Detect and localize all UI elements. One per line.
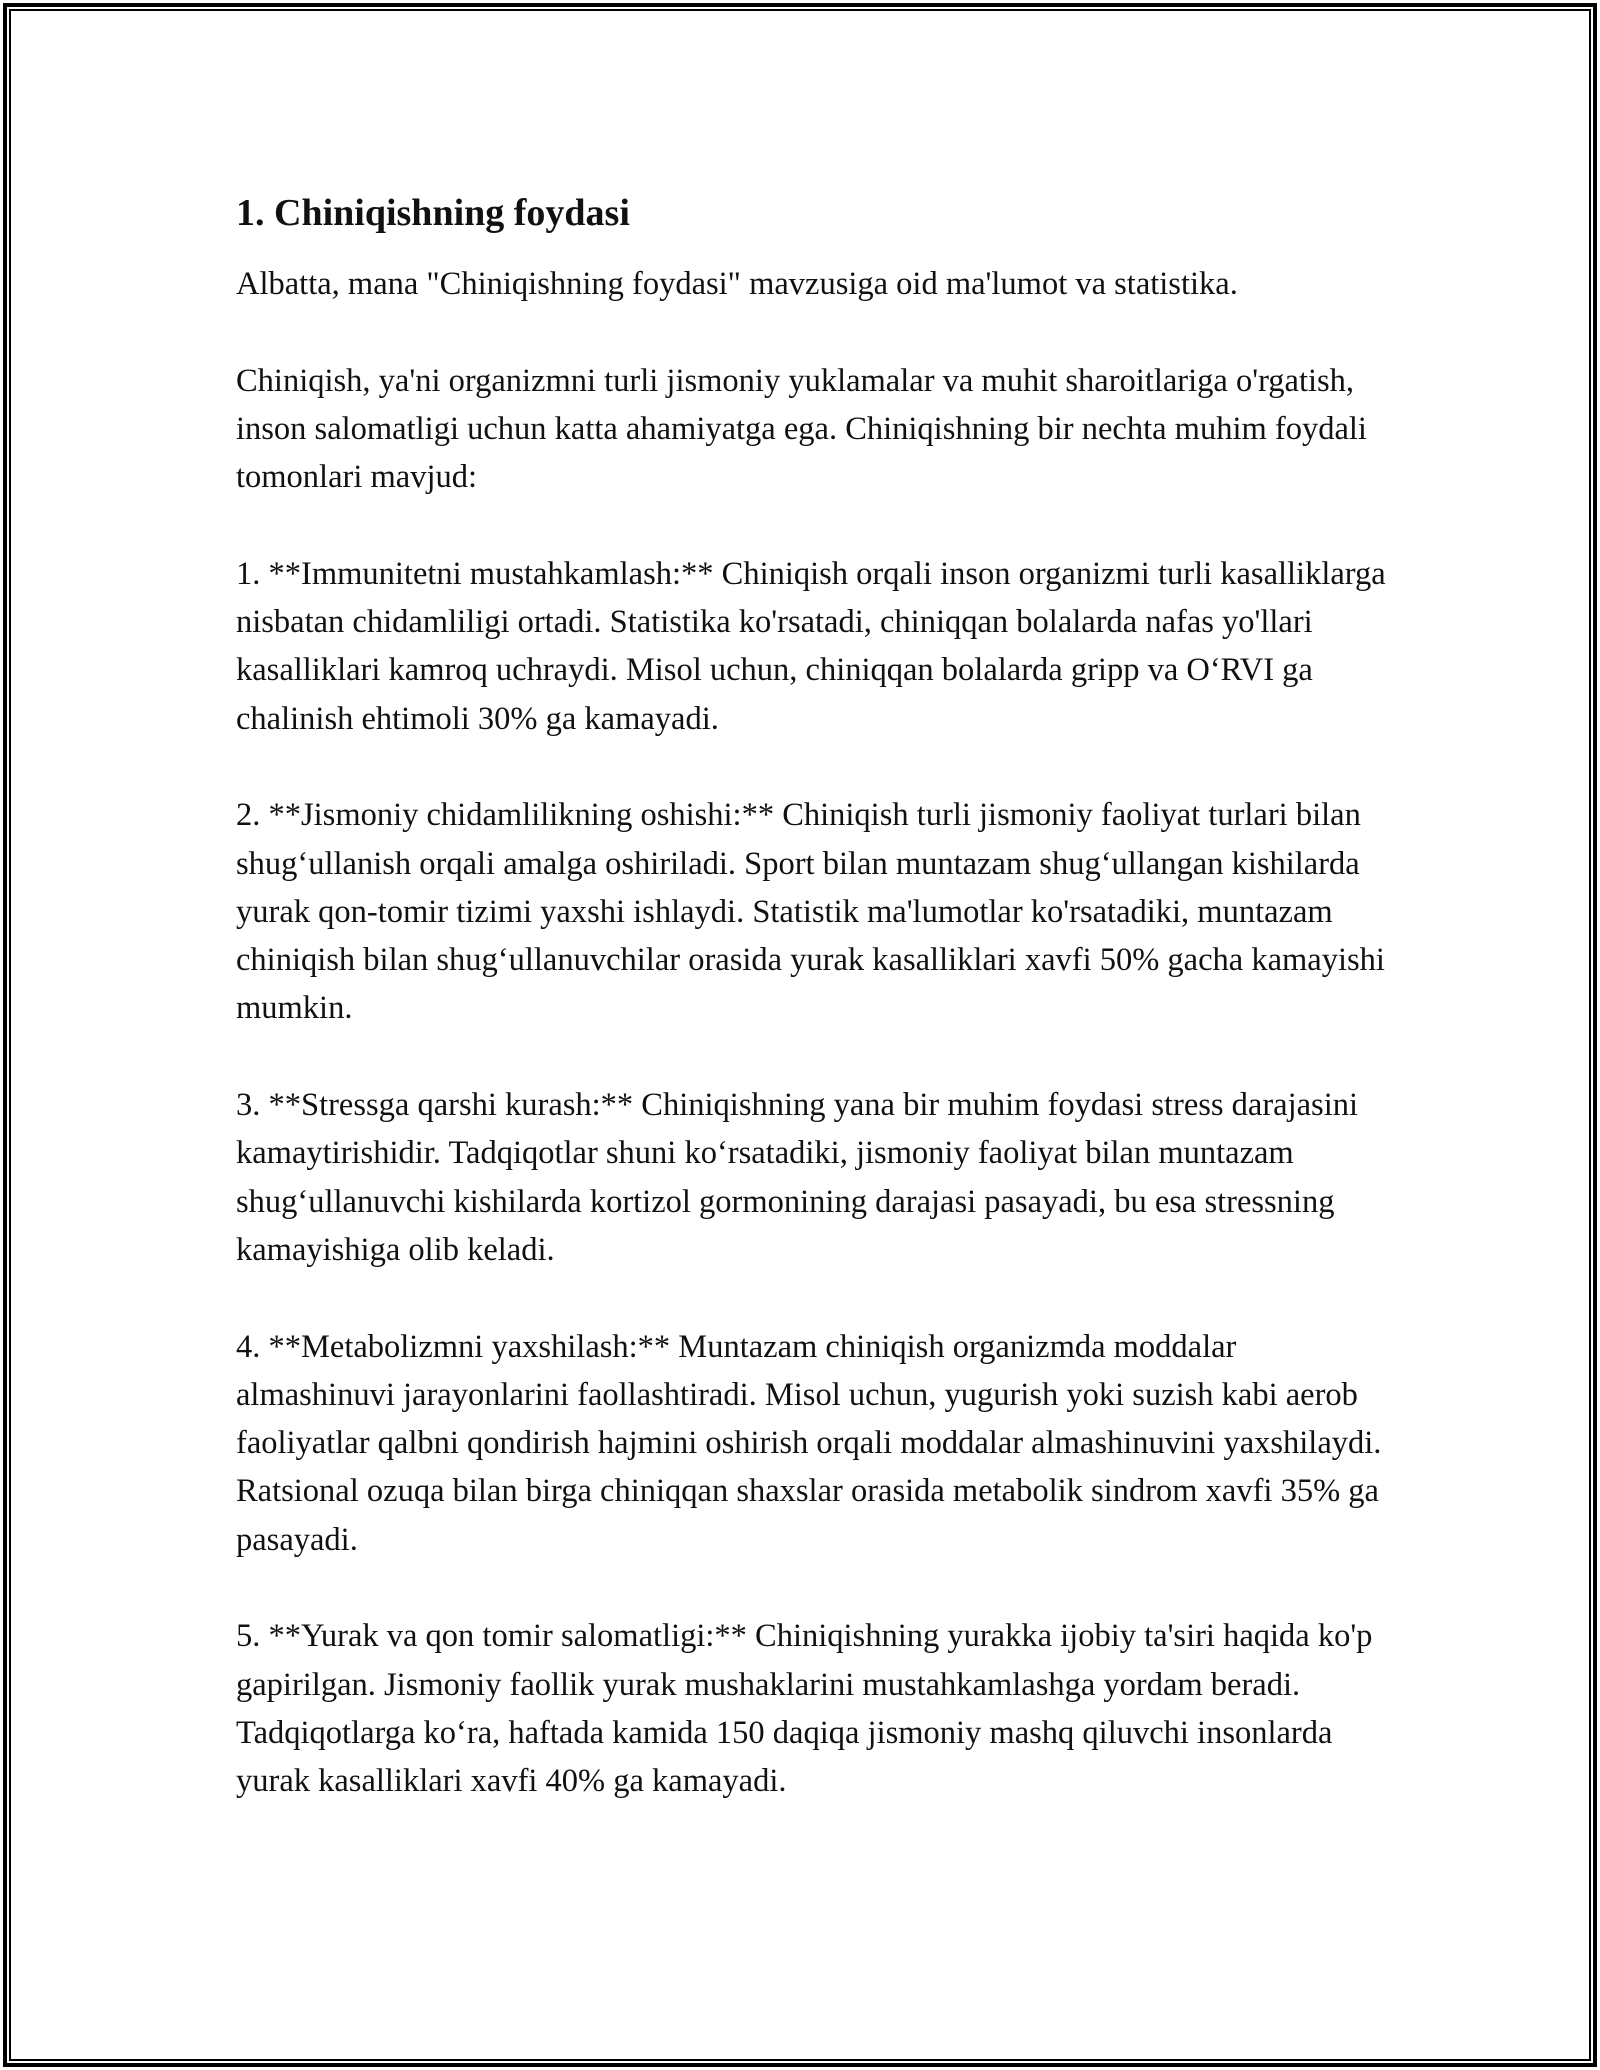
list-item-immunity: 1. **Immunitetni mustahkamlash:** Chiniqish orqali inson organizmi turli kasalliklarga nisbatan chidamliligi ortadi. Statistika ko'rsatadi, chiniqqan bolalarda nafas yo'llari kasalliklari kamroq uchraydi. Misol uchun, chiniqqan bolalarda gripp va O‘RVI ga chalinish ehtimoli 30% ga kamayadi. — [236, 555, 1386, 737]
list-item-metabolism: 4. **Metabolizmni yaxshilash:** Muntazam chiniqish organizmda moddalar almashinuvi jarayonlarini faollashtiradi. Misol uchun, yugurish yoki suzish kabi aerob faoliyatlar qalbni qondirish hajmini oshirish orqali moddalar almashinuvini yaxshilaydi. Ratsional ozuqa bilan birga chiniqqan shaxslar orasida metabolik sindrom xavfi 35% ga pasayadi. — [236, 1328, 1382, 1558]
document-title: 1. Chiniqishning foydasi — [236, 192, 630, 234]
document-body — [236, 188, 1386, 1854]
intro-paragraph: Albatta, mana "Chiniqishning foydasi" mavzusiga oid ma'lumot va statistika. — [236, 266, 1238, 302]
list-item-heart-health: 5. **Yurak va qon tomir salomatligi:** Chiniqishning yurakka ijobiy ta'siri haqida ko'p gapirilgan. Jismoniy faollik yurak mushaklarini mustahkamlashga yordam beradi. Tadqiqotlarga ko‘ra, haftada kamida 150 daqiqa jismoniy mashq qiluvchi insonlarda yurak kasalliklari xavfi 40% ga kamayadi. — [236, 1618, 1373, 1800]
list-item-endurance: 2. **Jismoniy chidamlilikning oshishi:** Chiniqish turli jismoniy faoliyat turlari bilan shug‘ullanish orqali amalga oshiriladi. Sport bilan muntazam shug‘ullangan kishilarda yurak qon-tomir tizimi yaxshi ishlaydi. Statistik ma'lumotlar ko'rsatadiki, muntazam chiniqish bilan shug‘ullanuvchilar orasida yurak kasalliklari xavfi 50% gacha kamayishi mumkin. — [236, 797, 1385, 1027]
list-item-stress: 3. **Stressga qarshi kurash:** Chiniqishning yana bir muhim foydasi stress darajasini kamaytirishidir. Tadqiqotlar shuni ko‘rsatadiki, jismoniy faoliyat bilan muntazam shug‘ullanuvchi kishilarda kortizol gormonining darajasi pasayadi, bu esa stressning kamayishiga olib keladi. — [236, 1087, 1359, 1268]
overview-paragraph: Chiniqish, ya'ni organizmni turli jismoniy yuklamalar va muhit sharoitlariga o'rgatish, inson salomatligi uchun katta ahamiyatga ega. Chiniqishning bir nechta muhim foydali tomonlari mavjud: — [236, 362, 1367, 496]
